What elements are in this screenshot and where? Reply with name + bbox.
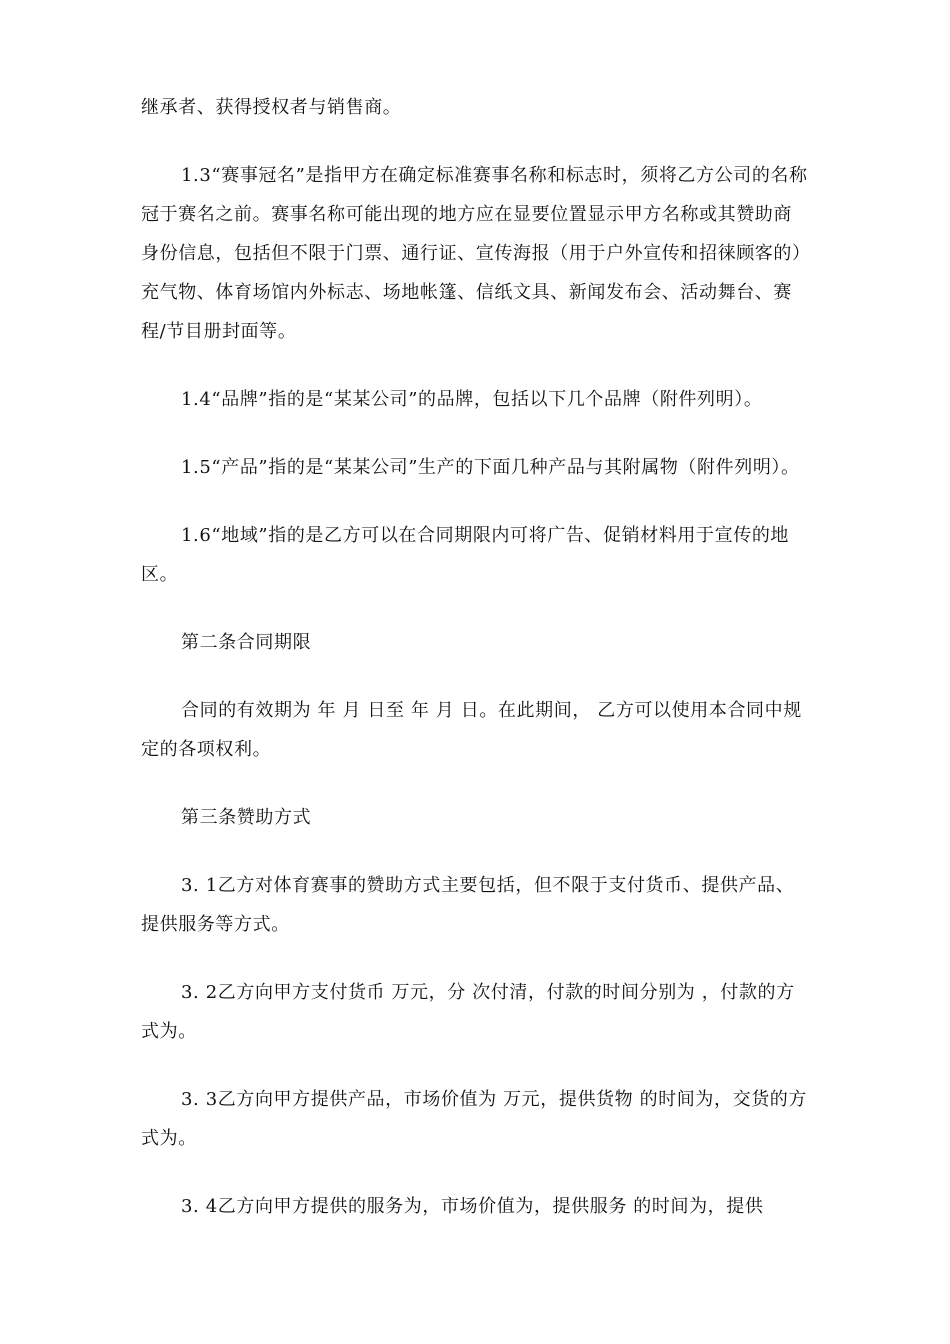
paragraph-continuation: 继承者、获得授权者与销售商。 bbox=[141, 97, 402, 118]
contract-term-text: 合同的有效期为 年 月 日至 年 月 日。在此期间， 乙方可以使用本合同中规定的各项权利。 bbox=[141, 700, 802, 760]
clause-1-6: 1.6“地域”指的是乙方可以在合同期限内可将广告、促销材料用于宣传的地区。 bbox=[141, 525, 790, 585]
section-heading-contract-term: 第二条合同期限 bbox=[181, 632, 312, 653]
clause-3-2: 3. 2乙方向甲方支付货币 万元，分 次付清，付款的时间分别为 ，付款的方式为。 bbox=[141, 982, 795, 1042]
document-body bbox=[141, 88, 809, 1255]
section-heading-sponsorship: 第三条赞助方式 bbox=[181, 807, 312, 828]
clause-3-4: 3. 4乙方向甲方提供的服务为，市场价值为，提供服务 的时间为，提供 bbox=[181, 1196, 764, 1217]
clause-3-3: 3. 3乙方向甲方提供产品，市场价值为 万元，提供货物 的时间为，交货的方式为。 bbox=[141, 1089, 807, 1149]
clause-3-1: 3. 1乙方对体育赛事的赞助方式主要包括，但不限于支付货币、提供产品、提供服务等方式。 bbox=[141, 875, 795, 935]
clause-1-5: 1.5“产品”指的是“某某公司”生产的下面几种产品与其附属物（附件列明）。 bbox=[181, 457, 800, 478]
clause-1-4: 1.4“品牌”指的是“某某公司”的品牌，包括以下几个品牌（附件列明）。 bbox=[181, 389, 763, 410]
clause-1-3: 1.3“赛事冠名”是指甲方在确定标准赛事名称和标志时，须将乙方公司的名称冠于赛名之前。赛事名称可能出现的地方应在显要位置显示甲方名称或其赞助商身份信息，包括但不限于门票、通行证、宣传海报（用于户外宣传和招徕顾客的）充气物、体育场馆内外标志、场地帐篷、信纸文具、新闻发布会、活动舞台、赛程/节目册封面等。 bbox=[141, 165, 808, 342]
